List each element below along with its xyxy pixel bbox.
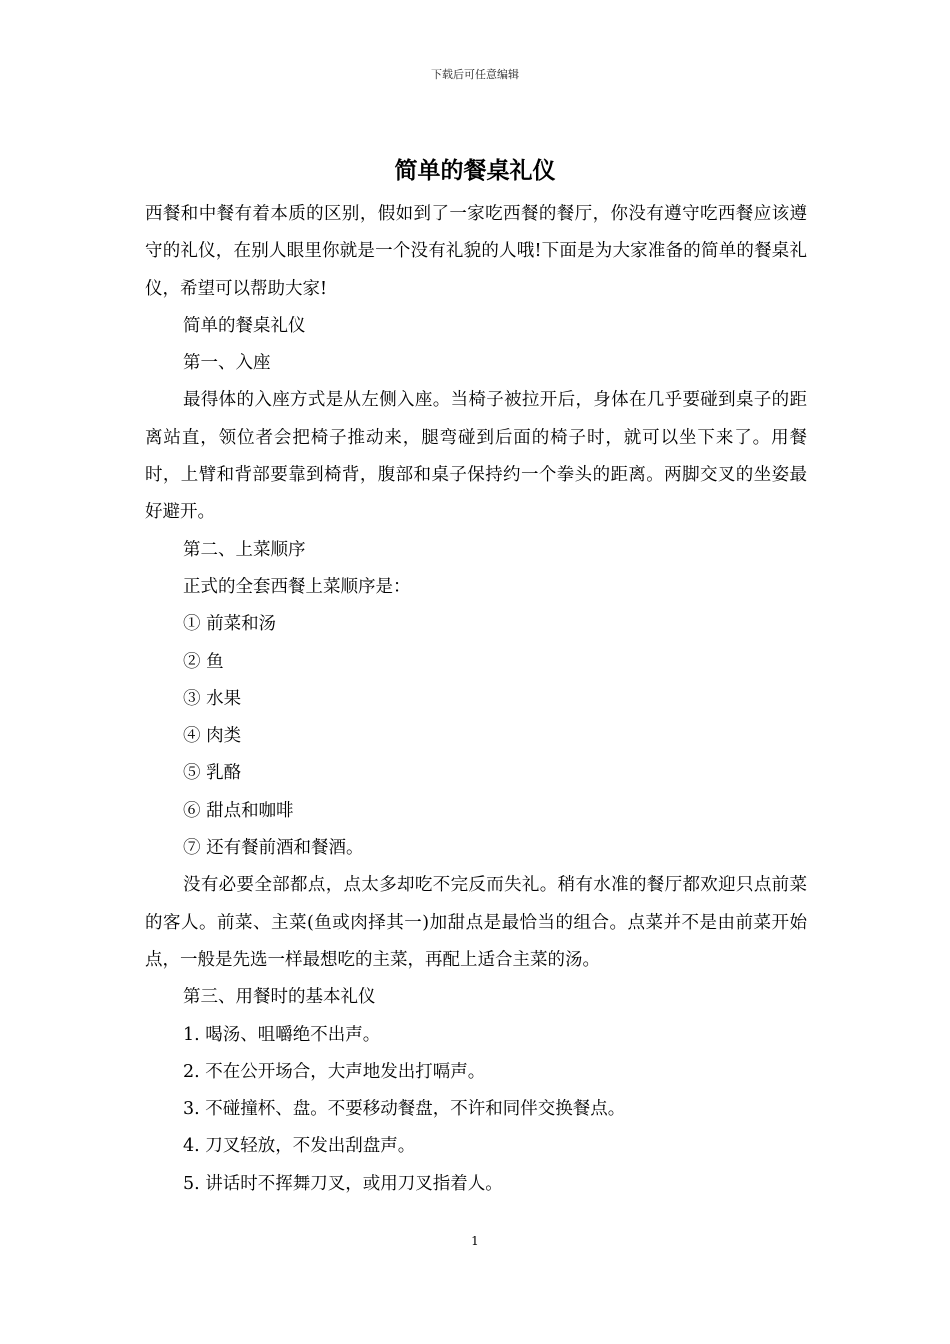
seating-paragraph: 最得体的入座方式是从左侧入座。当椅子被拉开后，身体在几乎要碰到桌子的距离站直，领位者会把椅子推动来，腿弯碰到后面的椅子时，就可以坐下来了。用餐时，上臂和背部要靠到椅背，腹部和桌子保持约一个拳头的距离。两脚交叉的坐姿最好避开。 [145,390,807,523]
course-item: ① 前菜和汤 [183,614,277,635]
download-note: 下载后可任意编辑 [431,68,519,81]
course-item: ⑦ 还有餐前酒和餐酒。 [183,838,364,859]
etiquette-item: 3. 不碰撞杯、盘。不要移动餐盘，不许和同伴交换餐点。 [183,1099,626,1120]
course-item: ④ 肉类 [183,726,242,747]
etiquette-item: 4. 刀叉轻放，不发出刮盘声。 [183,1136,416,1157]
ordering-paragraph: 没有必要全部都点，点太多却吃不完反而失礼。稍有水准的餐厅都欢迎只点前菜的客人。前菜、主菜(鱼或肉择其一)加甜点是最恰当的组合。点菜并不是由前菜开始点，一般是先选一样最想吃的主菜，再配上适合主菜的汤。 [145,875,807,970]
etiquette-item: 2. 不在公开场合，大声地发出打嗝声。 [183,1061,486,1082]
section-heading-serving-order: 第二、上菜顺序 [183,539,306,560]
etiquette-item: 5. 讲话时不挥舞刀叉，或用刀叉指着人。 [183,1173,503,1194]
course-item: ② 鱼 [183,651,224,672]
course-item: ③ 水果 [183,688,242,709]
course-item: ⑤ 乳酪 [183,763,242,784]
serving-order-intro: 正式的全套西餐上菜顺序是： [183,576,411,597]
section-heading-seating: 第一、入座 [183,353,271,374]
section-heading: 简单的餐桌礼仪 [183,315,306,336]
section-heading-dining-etiquette: 第三、用餐时的基本礼仪 [183,987,376,1008]
document-title: 简单的餐桌礼仪 [394,158,556,184]
document-body [145,196,807,1203]
intro-paragraph: 西餐和中餐有着本质的区别，假如到了一家吃西餐的餐厅，你没有遵守吃西餐应该遵守的礼仪，在别人眼里你就是一个没有礼貌的人哦!下面是为大家准备的简单的餐桌礼仪，希望可以帮助大家! [145,204,807,299]
etiquette-item: 1. 喝汤、咀嚼绝不出声。 [183,1024,381,1045]
course-item: ⑥ 甜点和咖啡 [183,800,294,821]
page-number: 1 [471,1234,479,1248]
